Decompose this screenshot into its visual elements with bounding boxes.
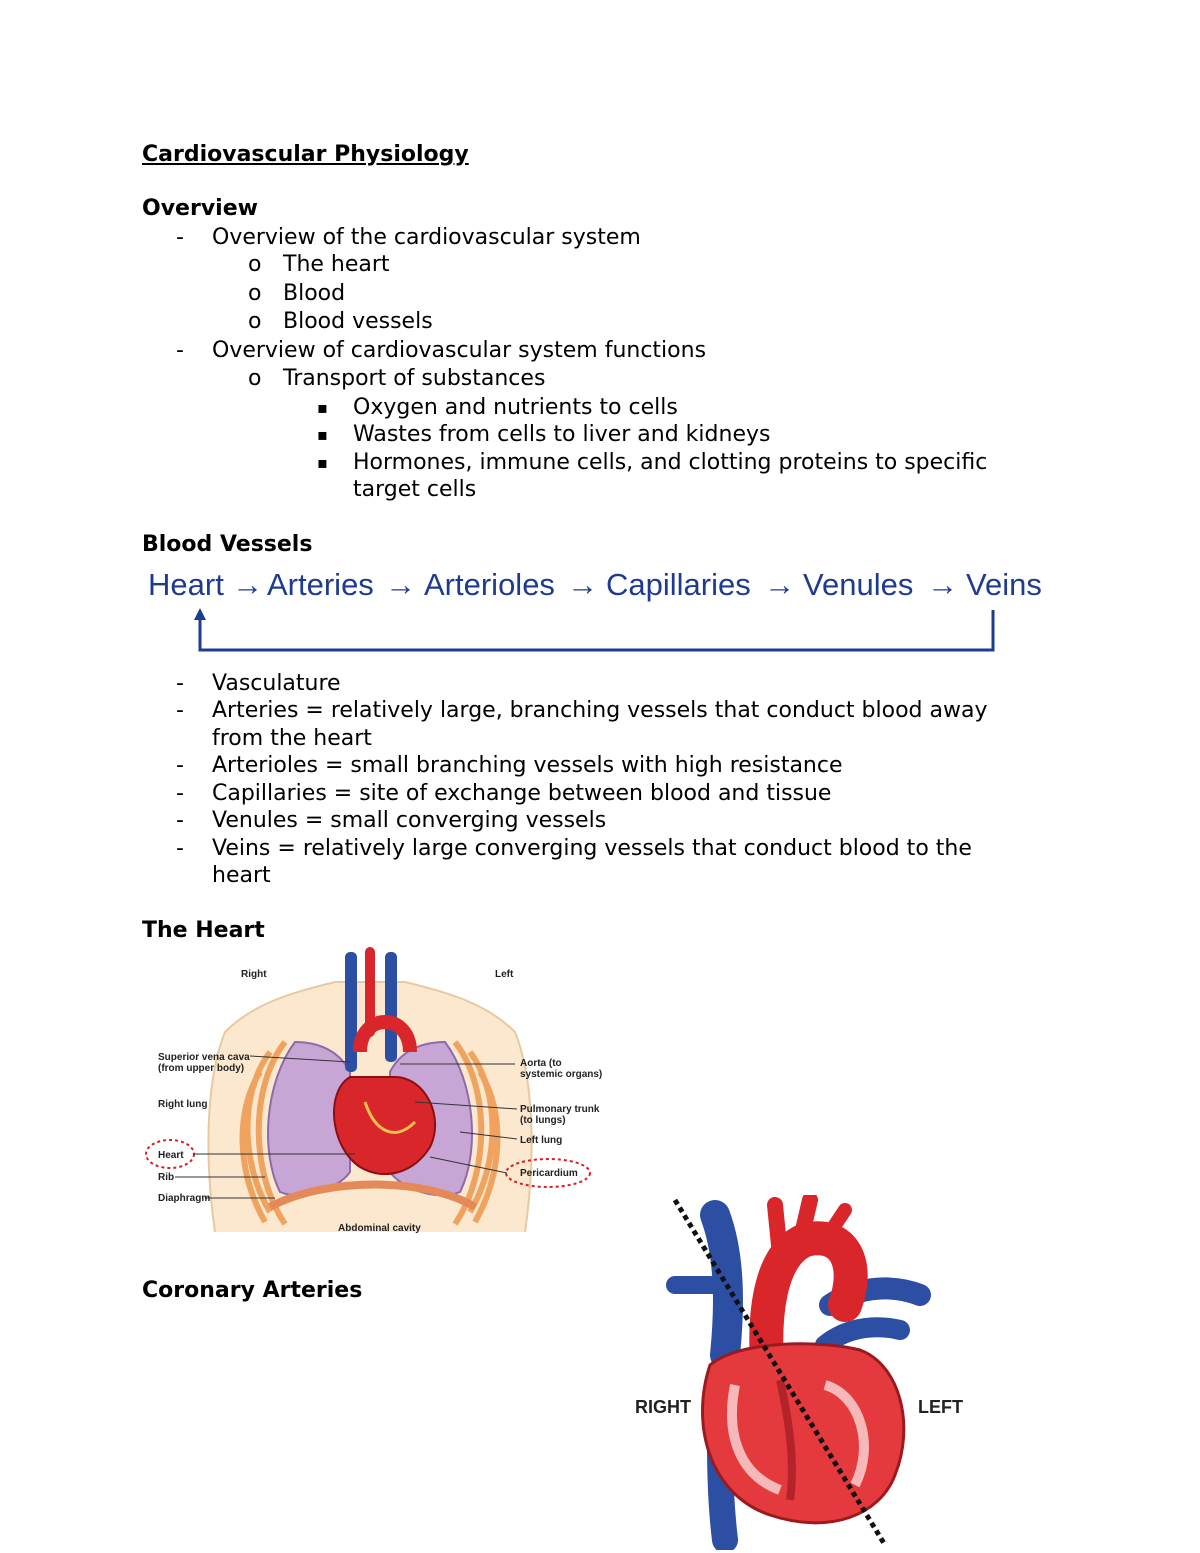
label-pericardium: Pericardium bbox=[520, 1168, 578, 1179]
list-item: Wastes from cells to liver and kidneys bbox=[353, 422, 771, 447]
list-item: Oxygen and nutrients to cells bbox=[353, 395, 678, 420]
list-item: Arterioles = small branching vessels with high resistance bbox=[212, 753, 843, 778]
circle-bullet: o bbox=[248, 281, 262, 306]
blood-flow-diagram bbox=[140, 560, 1060, 660]
list-item-continuation: heart bbox=[212, 863, 271, 888]
list-item: Veins = relatively large converging vessels that conduct blood to the bbox=[212, 836, 972, 861]
flow-step-arteries: Arteries bbox=[267, 567, 374, 602]
list-item: Arteries = relatively large, branching vessels that conduct blood away bbox=[212, 698, 988, 723]
dash-bullet: - bbox=[176, 698, 184, 723]
dash-bullet: - bbox=[176, 671, 184, 696]
vena-cava bbox=[345, 952, 357, 1072]
the-heart-heading: The Heart bbox=[142, 918, 265, 943]
square-bullet: ▪ bbox=[317, 453, 328, 472]
label-abdominal: Abdominal cavity bbox=[338, 1223, 421, 1234]
square-bullet: ▪ bbox=[317, 398, 328, 417]
page-title: Cardiovascular Physiology bbox=[142, 142, 469, 167]
aortic-branch-2 bbox=[800, 1200, 810, 1243]
label-aorta: Aorta (to bbox=[520, 1058, 562, 1069]
list-item: The heart bbox=[283, 252, 390, 277]
flow-step-heart: Heart bbox=[148, 567, 224, 602]
dash-bullet: - bbox=[176, 753, 184, 778]
dash-bullet: - bbox=[176, 338, 184, 363]
label-heart: Heart bbox=[158, 1150, 184, 1161]
flow-arrow: → bbox=[927, 567, 958, 602]
circle-bullet: o bbox=[248, 366, 262, 391]
list-item: Transport of substances bbox=[283, 366, 546, 391]
return-arrowhead bbox=[194, 608, 206, 620]
aortic-branch-1 bbox=[775, 1205, 780, 1255]
overview-heading: Overview bbox=[142, 196, 258, 221]
list-item: Venules = small converging vessels bbox=[212, 808, 607, 833]
flow-arrow: → bbox=[385, 567, 416, 602]
flow-arrow: → bbox=[567, 567, 598, 602]
dash-bullet: - bbox=[176, 808, 184, 833]
dash-bullet: - bbox=[176, 225, 184, 250]
circle-bullet: o bbox=[248, 309, 262, 334]
label-rib: Rib bbox=[158, 1172, 175, 1183]
list-item: Hormones, immune cells, and clotting proteins to specific bbox=[353, 450, 988, 475]
list-item: Blood vessels bbox=[283, 309, 433, 334]
coronary-heading: Coronary Arteries bbox=[142, 1278, 363, 1303]
list-item-continuation: from the heart bbox=[212, 726, 372, 751]
label-pulmonary-sub: (to lungs) bbox=[520, 1115, 566, 1126]
label-svc: Superior vena cava bbox=[158, 1052, 250, 1063]
label-right-side: RIGHT bbox=[635, 1397, 691, 1417]
list-item: Blood bbox=[283, 281, 346, 306]
list-item: Overview of cardiovascular system functions bbox=[212, 338, 707, 363]
label-left-side: LEFT bbox=[918, 1397, 963, 1417]
square-bullet: ▪ bbox=[317, 425, 328, 444]
list-item-continuation: target cells bbox=[353, 477, 477, 502]
label-pulmonary: Pulmonary trunk bbox=[520, 1104, 600, 1115]
heart-cross-section-figure bbox=[630, 1195, 970, 1550]
list-item: Capillaries = site of exchange between blood and tissue bbox=[212, 781, 832, 806]
label-aorta-sub: systemic organs) bbox=[520, 1069, 603, 1080]
label-right: Right bbox=[241, 969, 267, 980]
label-diaphragm: Diaphragm bbox=[158, 1193, 211, 1204]
flow-arrow: → bbox=[764, 567, 795, 602]
label-svc-sub: (from upper body) bbox=[158, 1063, 245, 1074]
pulmonary-artery bbox=[825, 1327, 900, 1345]
flow-step-veins: Veins bbox=[966, 567, 1042, 602]
dash-bullet: - bbox=[176, 781, 184, 806]
label-left: Left bbox=[495, 969, 514, 980]
circle-bullet: o bbox=[248, 252, 262, 277]
flow-step-venules: Venules bbox=[803, 567, 914, 602]
list-item: Vasculature bbox=[212, 671, 341, 696]
flow-arrow: → bbox=[232, 567, 263, 602]
jugular-vein bbox=[385, 952, 397, 1062]
label-right-lung: Right lung bbox=[158, 1099, 208, 1110]
flow-step-arterioles: Arterioles bbox=[424, 567, 555, 602]
thorax-heart-figure bbox=[145, 942, 605, 1234]
dash-bullet: - bbox=[176, 836, 184, 861]
return-loop-line bbox=[200, 610, 993, 650]
blood-vessels-heading: Blood Vessels bbox=[142, 532, 313, 557]
flow-step-capillaries: Capillaries bbox=[606, 567, 751, 602]
list-item: Overview of the cardiovascular system bbox=[212, 225, 641, 250]
label-left-lung: Left lung bbox=[520, 1135, 563, 1146]
